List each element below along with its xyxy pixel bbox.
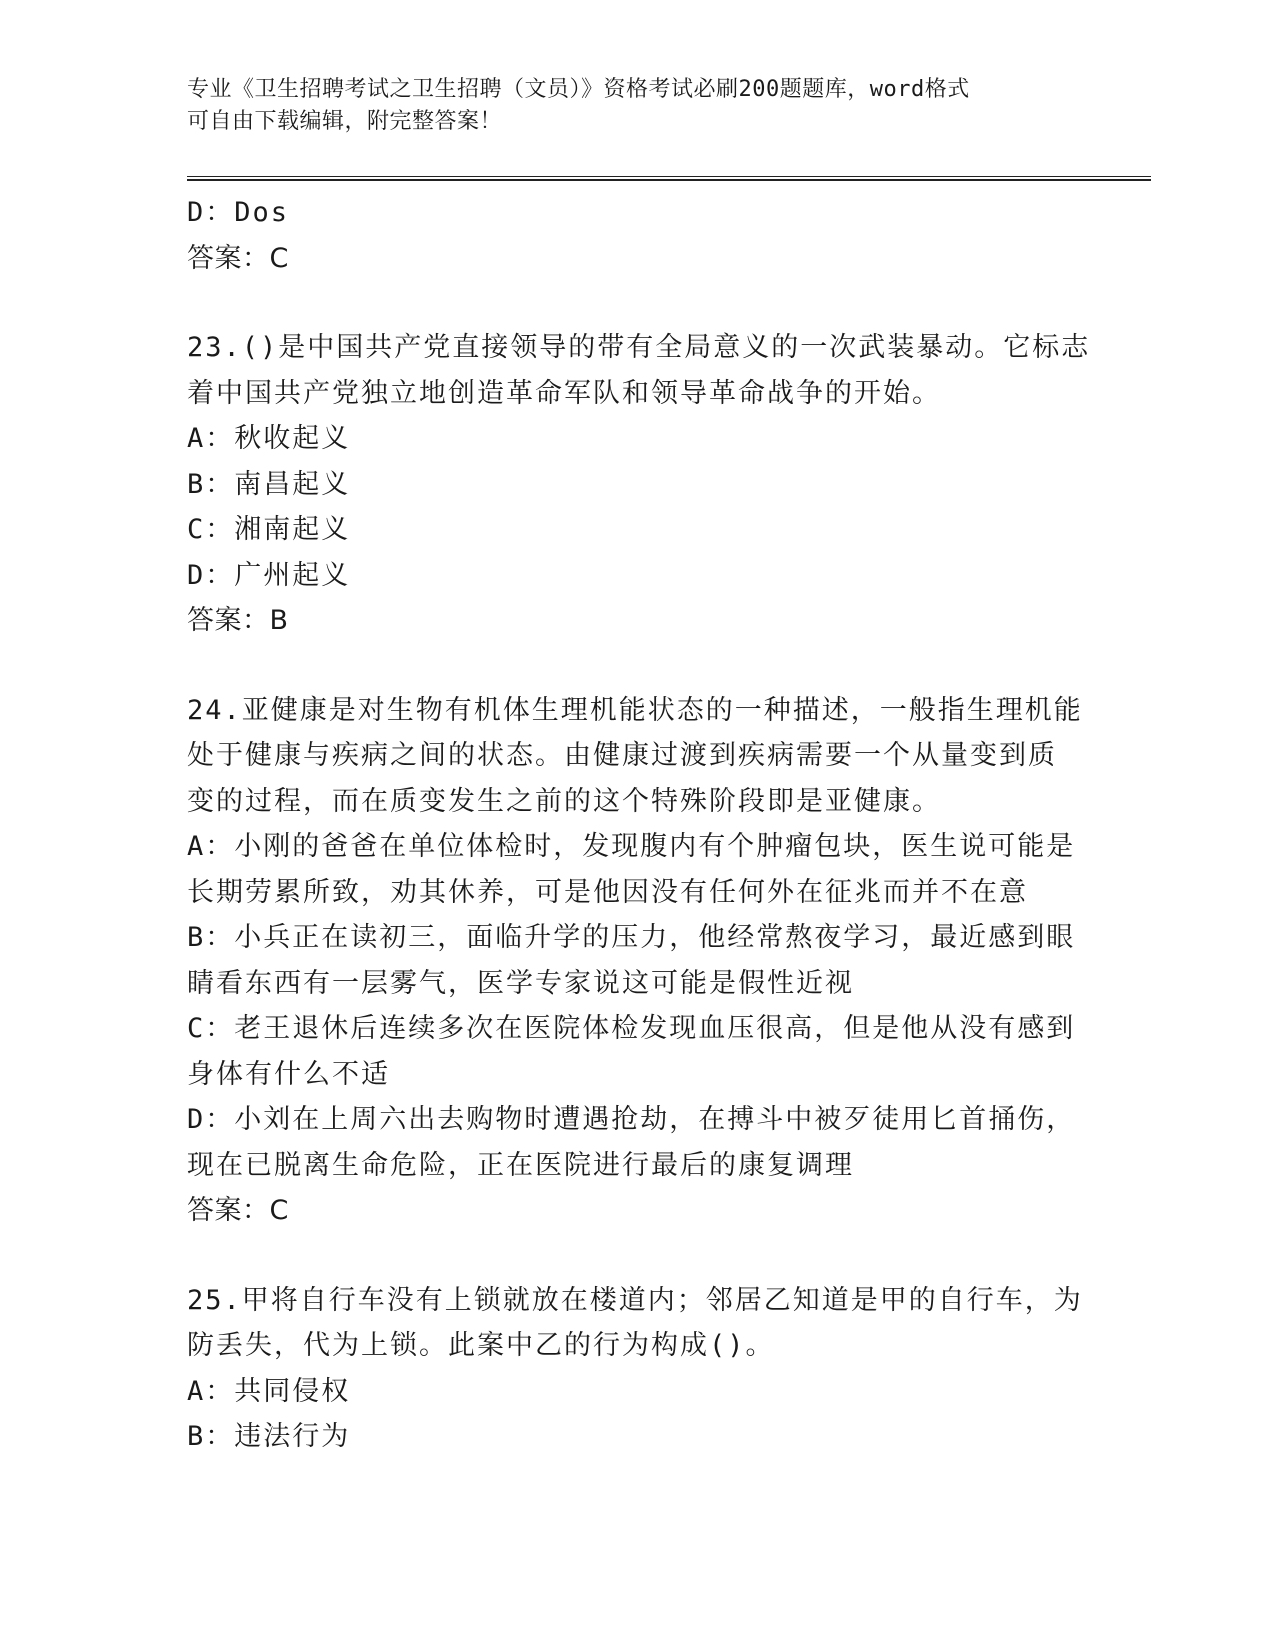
question-25 [187, 1278, 1087, 1460]
question-content [187, 190, 1091, 1460]
option-b: B：违法行为 [187, 1421, 351, 1452]
option-b-cont: 睛看东西有一层雾气，医学专家说这可能是假性近视 [187, 967, 854, 999]
question-stem: 24.亚健康是对生物有机体生理机能状态的一种描述，一般指生理机能 [187, 694, 1083, 726]
spacer [187, 644, 1087, 688]
option-a-cont: 长期劳累所致，劝其休养，可是他因没有任何外在征兆而并不在意 [187, 876, 1028, 908]
answer: 答案：C [187, 1195, 289, 1226]
option-b: B：小兵正在读初三，面临升学的压力，他经常熬夜学习，最近感到眼 [187, 922, 1076, 953]
answer: 答案：B [187, 605, 289, 636]
option-d: D：小刘在上周六出去购物时遭遇抢劫，在搏斗中被歹徒用匕首捅伤， [187, 1104, 1076, 1135]
option-d-cont: 现在已脱离生命危险，正在医院进行最后的康复调理 [187, 1149, 854, 1181]
header-divider [187, 176, 1151, 181]
option-a: A：小刚的爸爸在单位体检时，发现腹内有个肿瘤包块，医生说可能是 [187, 831, 1076, 862]
header-line: 可自由下载编辑，附完整答案！ [187, 109, 503, 134]
option-b: B：南昌起义 [187, 468, 351, 500]
question-stem: 防丢失，代为上锁。此案中乙的行为构成()。 [187, 1330, 775, 1361]
option-c: C：老王退休后连续多次在医院体检发现血压很高，但是他从没有感到 [187, 1013, 1076, 1044]
option-a: A：秋收起义 [187, 423, 351, 454]
question-stem: 23.()是中国共产党直接领导的带有全局意义的一次武装暴动。它标志 [187, 332, 1091, 363]
option-d: D：Dos [187, 197, 290, 228]
question-stem: 着中国共产党独立地创造革命军队和领导革命战争的开始。 [187, 377, 941, 409]
spacer [187, 281, 1087, 325]
option-c: C：湘南起义 [187, 514, 351, 545]
question-23 [187, 325, 1091, 644]
header-line: 专业《卫生招聘考试之卫生招聘（文员）》资格考试必刷200题题库，word格式 [187, 77, 970, 102]
answer: 答案：C [187, 242, 289, 274]
page-header [187, 74, 1067, 138]
option-a: A：共同侵权 [187, 1375, 351, 1407]
option-c-cont: 身体有什么不适 [187, 1058, 390, 1090]
question-24 [187, 688, 1087, 1234]
option-d: D：广州起义 [187, 559, 351, 591]
question-stem: 25.甲将自行车没有上锁就放在楼道内；邻居乙知道是甲的自行车，为 [187, 1284, 1083, 1316]
spacer [187, 1234, 1087, 1278]
question-stem: 变的过程，而在质变发生之前的这个特殊阶段即是亚健康。 [187, 785, 941, 817]
question-stem: 处于健康与疾病之间的状态。由健康过渡到疾病需要一个从量变到质 [187, 740, 1057, 771]
